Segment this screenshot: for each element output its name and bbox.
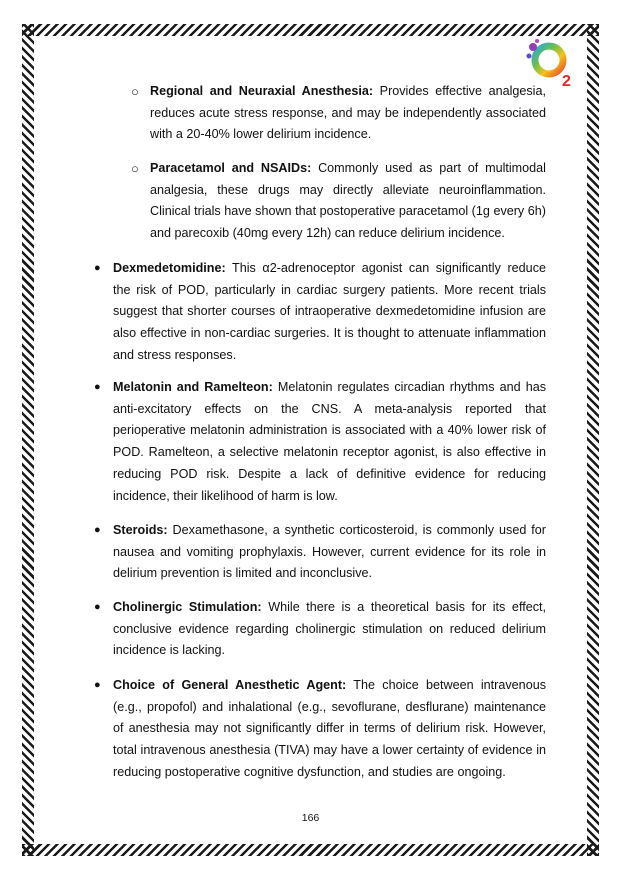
list-item [113, 258, 546, 367]
hollow-bullet-icon: ○ [131, 161, 139, 176]
item-text: While there is a theoretical basis for its effect, conclusive evidence regarding cholinergic stimulation on reduced delirium incidence is lacking. [113, 600, 547, 658]
bullet-icon: ● [94, 262, 101, 274]
sub-list-item [150, 158, 546, 245]
item-heading: Cholinergic Stimulation: [113, 600, 262, 614]
item-heading: Melatonin and Ramelteon: [113, 380, 273, 394]
item-text: Commonly used as part of multimodal analgesia, these drugs may directly alleviate neuroinflammation. Clinical trials have shown that postoperative paracetamol (1g every 6h) and parecoxib (40mg every 12h) can reduce delirium incidence. [150, 161, 546, 241]
border-top [22, 24, 599, 36]
border-right [587, 24, 599, 856]
border-bottom [22, 844, 599, 856]
item-heading: Choice of General Anesthetic Agent: [113, 678, 347, 692]
bullet-icon: ● [94, 679, 101, 691]
border-left [22, 24, 34, 856]
item-heading: Regional and Neuraxial Anesthesia: [150, 84, 374, 98]
item-heading: Steroids: [113, 523, 168, 537]
item-heading: Paracetamol and NSAIDs: [150, 161, 312, 175]
bullet-icon: ● [94, 381, 101, 393]
sub-list-item [150, 81, 546, 146]
svg-text:2: 2 [562, 73, 571, 90]
item-text: The choice between intravenous (e.g., propofol) and inhalational (e.g., sevoflurane, desflurane) maintenance of anesthesia may not significantly differ in terms of delirium risk. However, total intravenous anesthesia (TIVA) may have a lower certainty of evidence in reducing postoperative cognitive dysfunction, and studies are ongoing. [113, 678, 546, 779]
bullet-icon: ● [94, 524, 101, 536]
page-number: 166 [301, 812, 320, 824]
hollow-bullet-icon: ○ [131, 84, 139, 99]
list-item [113, 675, 546, 784]
list-item [113, 377, 546, 507]
list-item [113, 597, 546, 662]
item-text: Dexamethasone, a synthetic corticosteroid, is commonly used for nausea and vomiting prophylaxis. However, current evidence for its role in delirium prevention is limited and inconclusive. [113, 523, 546, 581]
bullet-icon: ● [94, 601, 101, 613]
item-text: This α2-adrenoceptor agonist can significantly reduce the risk of POD, particularly in cardiac surgery patients. More recent trials suggest that shorter courses of intraoperative dexmedetomidine infusion are also effective in non-cardiac surgeries. It is thought to attenuate inflammation and stress responses. [113, 261, 546, 362]
item-text: Provides effective analgesia, reduces acute stress response, and may be independently associated with a 20-40% lower delirium incidence. [150, 84, 546, 142]
item-heading: Dexmedetomidine: [113, 261, 226, 275]
list-item [113, 520, 546, 585]
item-text: Melatonin regulates circadian rhythms and has anti-excitatory effects on the CNS. A meta-analysis reported that perioperative melatonin administration is associated with a 40% lower risk of POD. Ramelteon, a selective melatonin receptor agonist, is also effective in reducing POD risk. Despite a lack of definitive evidence for reducing incidence, their likelihood of harm is low. [113, 380, 546, 503]
